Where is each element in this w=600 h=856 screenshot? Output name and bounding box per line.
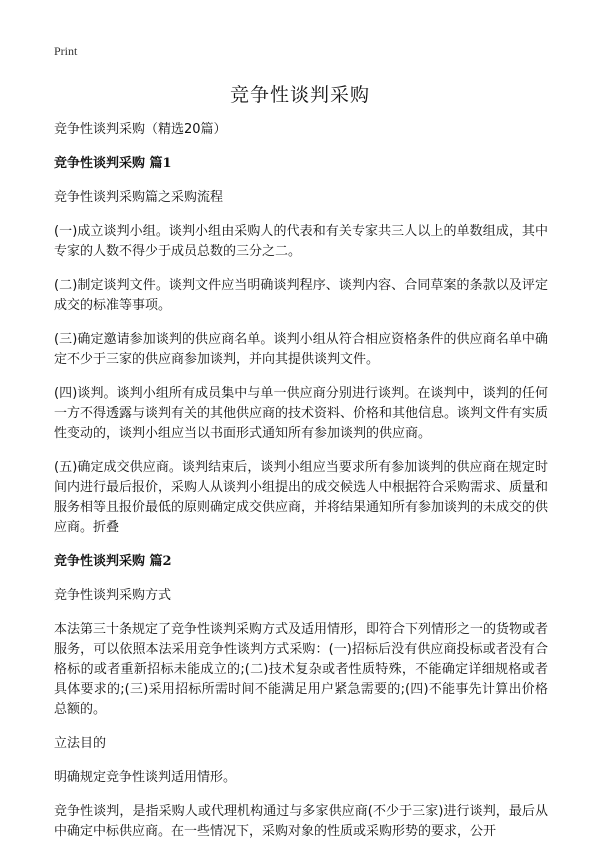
section-2-paragraph: 明确规定竞争性谈判适用情形。 (54, 770, 237, 785)
section-2-paragraph: 竞争性谈判，是指采购人或代理机构通过与多家供应商(不少于三家)进行谈判，最后从中确定中标供应商。在一些情况下，采购对象的性质或采购形势的要求，公开 (54, 804, 548, 839)
section-1-intro: 竞争性谈判采购篇之采购流程 (54, 190, 224, 205)
print-label[interactable]: Print (54, 44, 78, 58)
section-1-paragraph: (一)成立谈判小组。谈判小组由采购人的代表和有关专家共三人以上的单数组成，其中专家的人数不得少于成员总数的三分之二。 (54, 224, 548, 259)
document-subtitle: 竞争性谈判采购（精选20篇） (54, 122, 227, 137)
section-2-intro: 竞争性谈判采购方式 (54, 588, 172, 603)
section-2-paragraph: 立法目的 (54, 736, 107, 751)
section-1-paragraph: (二)制定谈判文件。谈判文件应当明确谈判程序、谈判内容、合同草案的条款以及评定成交的标准等事项。 (54, 278, 548, 313)
document-body (54, 120, 548, 856)
section-1-paragraph-text: (五)确定成交供应商。谈判结束后，谈判小组应当要求所有参加谈判的供应商在规定时间内进行最后报价，采购人从谈判小组提出的成交候选人中根据符合采购需求、质量和服务相等且报价最低的原则确定成交供应商，并将结果通知所有参加谈判的未成交的供应商。 (54, 460, 549, 535)
page-title: 竞争性谈判采购 (229, 84, 370, 106)
section-2-heading: 竞争性谈判采购 篇2 (54, 554, 172, 569)
section-1-paragraph: (三)确定邀请参加谈判的供应商名单。谈判小组从符合相应资格条件的供应商名单中确定不少于三家的供应商参加谈判，并向其提供谈判文件。 (54, 332, 548, 367)
section-1-heading: 竞争性谈判采购 篇1 (54, 156, 172, 171)
section-1-paragraph: (四)谈判。谈判小组所有成员集中与单一供应商分别进行谈判。在谈判中，谈判的任何一方不得透露与谈判有关的其他供应商的技术资料、价格和其他信息。谈判文件有实质性变动的，谈判小组应当以书面形式通知所有参加谈判的供应商。 (54, 386, 549, 441)
section-1-paragraph-last (54, 458, 548, 538)
fold-link[interactable]: 折叠 (93, 520, 120, 535)
section-2-paragraph: 本法第三十条规定了竞争性谈判采购方式及适用情形，即符合下列情形之一的货物或者服务，可以依照本法采用竞争性谈判方式采购：(一)招标后没有供应商投标或者没有合格标的或者重新招标未能成立的;(二)技术复杂或者性质特殊，不能确定详细规格或者具体要求的;(三)采用招标所需时间不能满足用户紧急需要的;(四)不能事先计算出价格总额的。 (54, 622, 549, 717)
